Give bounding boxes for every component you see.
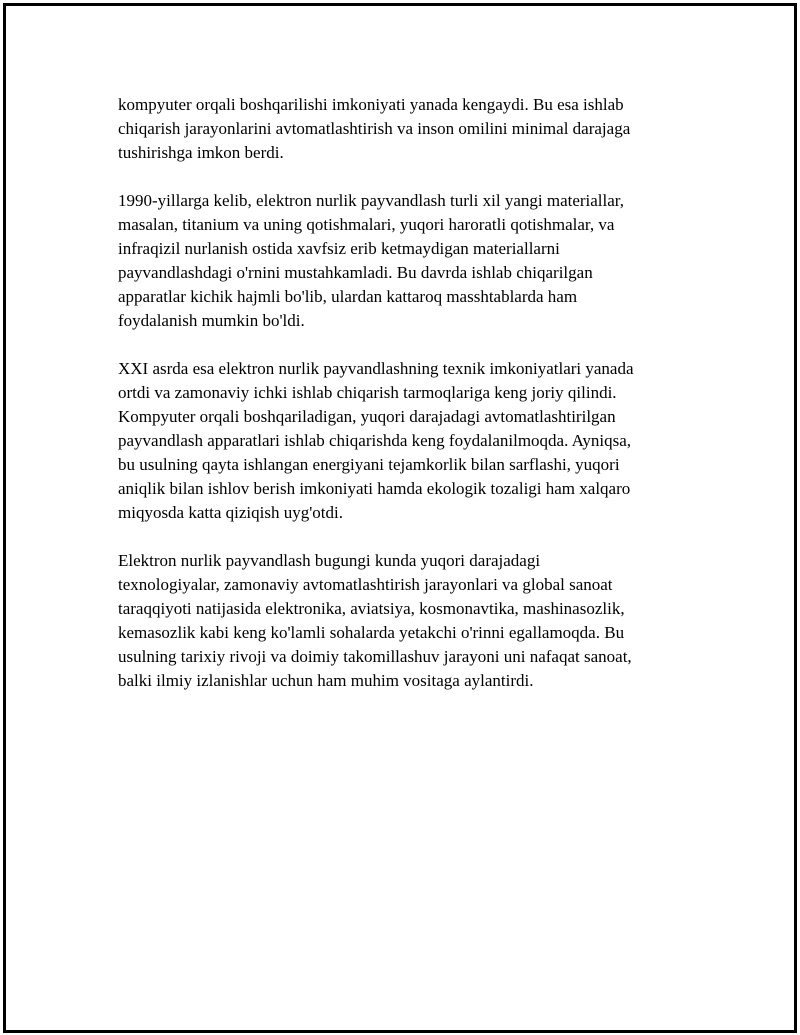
paragraph-3: XXI asrda esa elektron nurlik payvandlashning texnik imkoniyatlari yanada ortdi va zamonaviy ichki ishlab chiqarish tarmoqlariga keng joriy qilindi. Kompyuter orqali boshqariladigan, yuqori darajadagi avtomatlashtirilgan payvandlash apparatlari ishlab chiqarishda keng foydalanilmoqda. Ayniqsa, bu usulning qayta ishlangan energiyani tejamkorlik bilan sarflashi, yuqori aniqlik bilan ishlov berish imkoniyati hamda ekologik tozaligi ham xalqaro miqyosda katta qiziqish uyg'otdi.: [118, 359, 634, 522]
paragraph-2: 1990-yillarga kelib, elektron nurlik payvandlash turli xil yangi materiallar, masalan, titanium va uning qotishmalari, yuqori haroratli qotishmalar, va infraqizil nurlanish ostida xavfsiz erib ketmaydigan materiallarni payvandlashdagi o'rnini mustahkamladi. Bu davrda ishlab chiqarilgan apparatlar kichik hajmli bo'lib, ulardan kattaroq masshtablarda ham foydalanish mumkin bo'ldi.: [118, 191, 625, 330]
document-body: [118, 93, 693, 717]
paragraph-1: kompyuter orqali boshqarilishi imkoniyati yanada kengaydi. Bu esa ishlab chiqarish jarayonlarini avtomatlashtirish va inson omilini minimal darajaga tushirishga imkon berdi.: [118, 95, 631, 162]
paragraph-4: Elektron nurlik payvandlash bugungi kunda yuqori darajadagi texnologiyalar, zamonaviy avtomatlashtirish jarayonlari va global sanoat taraqqiyoti natijasida elektronika, aviatsiya, kosmonavtika, mashinasozlik, kemasozlik kabi keng ko'lamli sohalarda yetakchi o'rinni egallamoqda. Bu usulning tarixiy rivoji va doimiy takomillashuv jarayoni uni nafaqat sanoat, balki ilmiy izlanishlar uchun ham muhim vositaga aylantirdi.: [118, 551, 632, 690]
